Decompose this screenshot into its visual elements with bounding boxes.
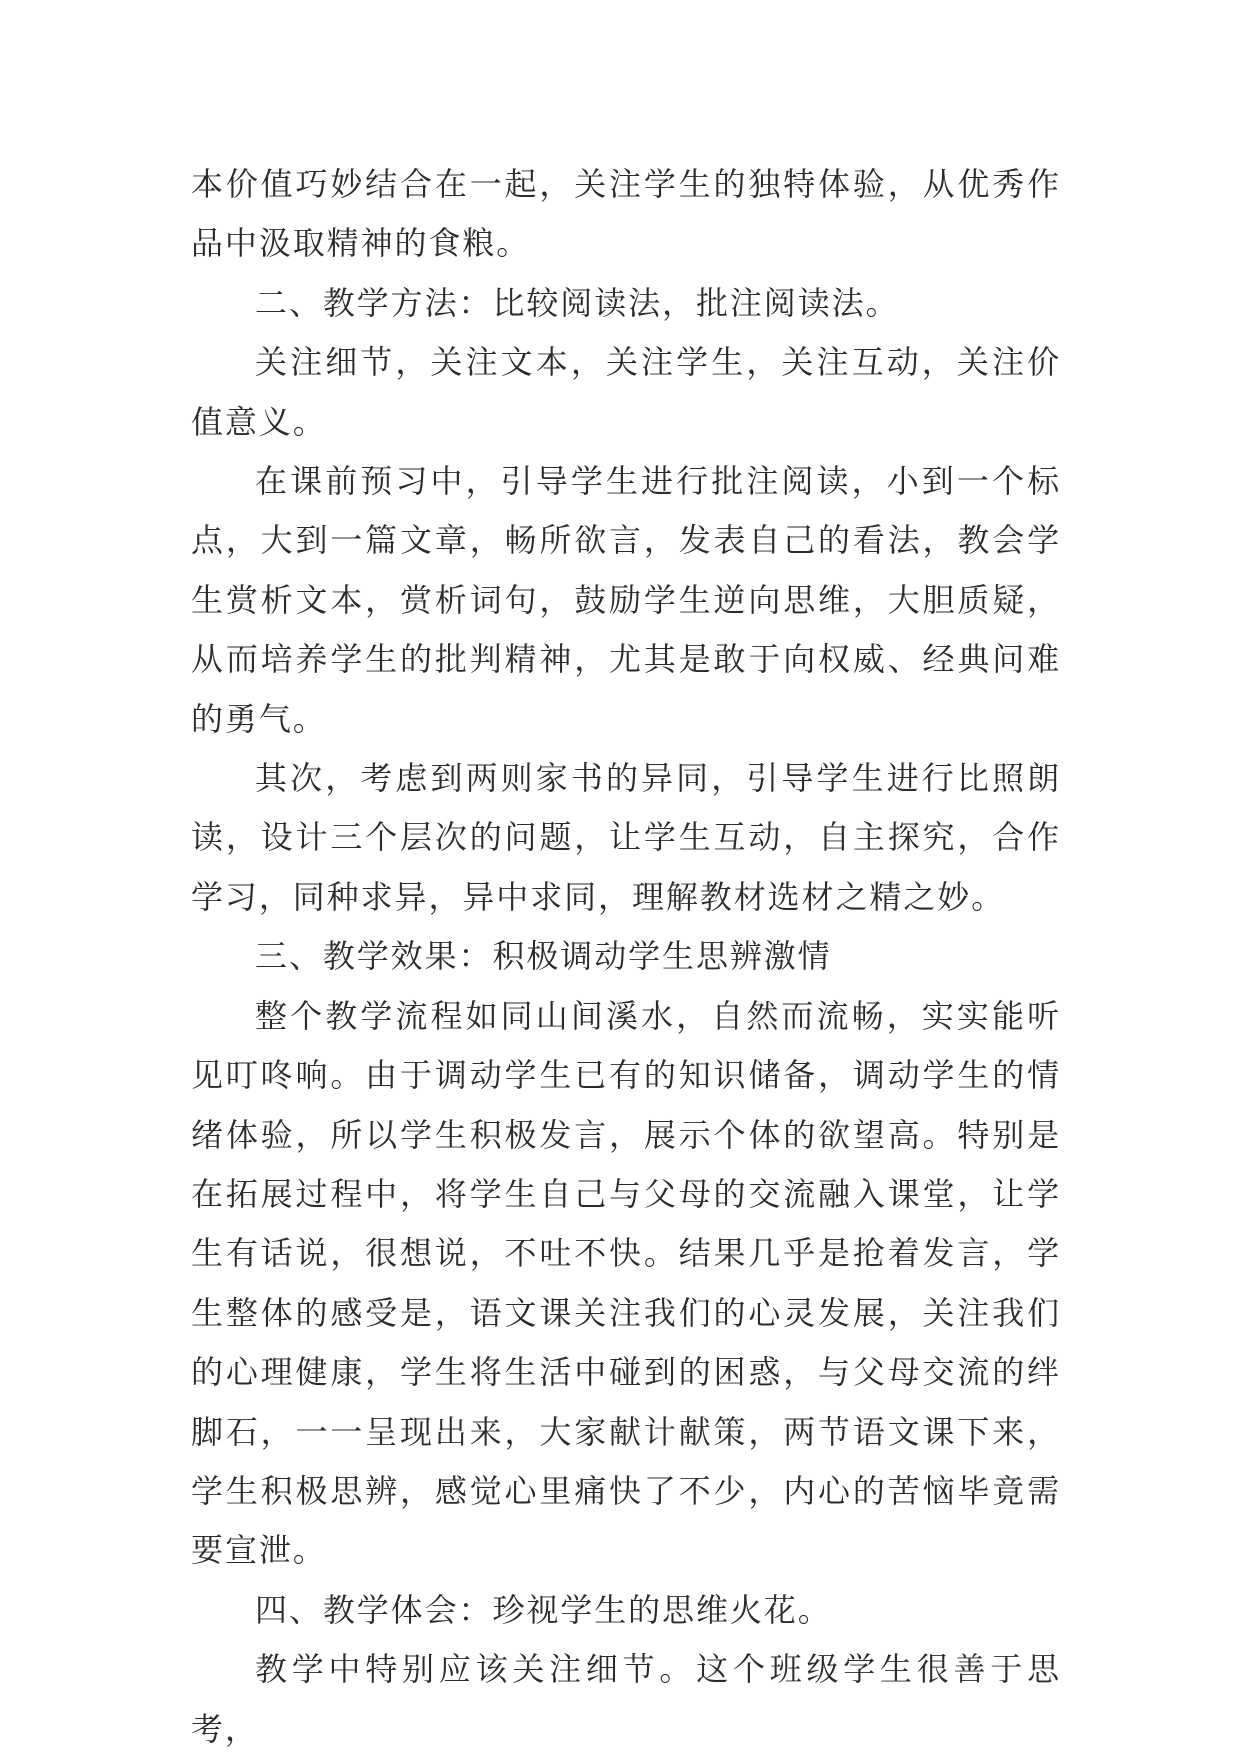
paragraph-preview-annotation: 在课前预习中，引导学生进行批注阅读，小到一个标点，大到一篇文章，畅所欲言，发表自己的看法，教会学生赏析文本，赏析词句，鼓励学生逆向思维，大胆质疑，从而培养学生的批判精神，尤其是敢于向权威、经典问难的勇气。 (191, 462, 1061, 738)
document-body (191, 155, 1061, 1759)
section-heading-teaching-method: 二、教学方法：比较阅读法，批注阅读法。 (255, 283, 900, 322)
paragraph-teaching-flow: 整个教学流程如同山间溪水，自然而流畅，实实能听见叮咚响。由于调动学生已有的知识储备，调动学生的情绪体验，所以学生积极发言，展示个体的欲望高。特别是在拓展过程中，将学生自己与父母的交流融入课堂，让学生有话说，很想说，不吐不快。结果几乎是抢着发言，学生整体的感受是，语文课关注我们的心灵发展，关注我们的心理健康，学生将生活中碰到的困惑，与父母交流的绊脚石，一一呈现出来，大家献计献策，两节语文课下来，学生积极思辨，感觉心里痛快了不少，内心的苦恼毕竟需要宣泄。 (191, 996, 1061, 1570)
section-heading-teaching-effect: 三、教学效果：积极调动学生思辨激情 (255, 937, 832, 976)
paragraph-continuation: 本价值巧妙结合在一起，关注学生的独特体验，从优秀作品中汲取精神的食粮。 (191, 165, 1061, 263)
paragraph-focus-points: 关注细节，关注文本，关注学生，关注互动，关注价值意义。 (191, 343, 1061, 441)
paragraph-comparative-reading: 其次，考虑到两则家书的异同，引导学生进行比照朗读，设计三个层次的问题，让学生互动，自主探究，合作学习，同种求异，异中求同，理解教材选材之精之妙。 (191, 759, 1061, 916)
paragraph-detail-focus: 教学中特别应该关注细节。这个班级学生很善于思考， (191, 1650, 1061, 1748)
section-heading-teaching-reflection: 四、教学体会：珍视学生的思维火花。 (255, 1590, 832, 1629)
